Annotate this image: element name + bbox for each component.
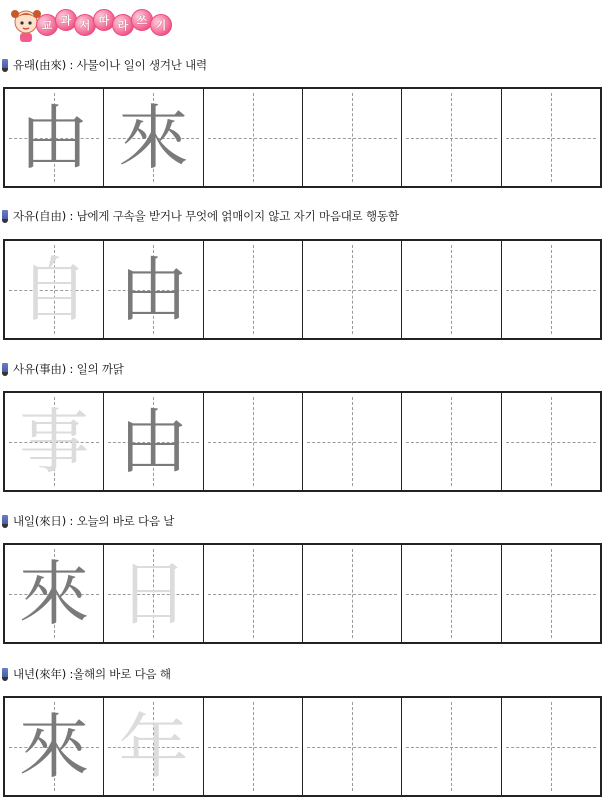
- model-character: 由: [118, 248, 189, 331]
- blank-practice-cell: [204, 545, 303, 642]
- blank-practice-cell: [502, 545, 600, 642]
- blank-practice-cell: [502, 241, 600, 338]
- model-character: 由: [19, 96, 90, 179]
- worksheet-header: [2, 2, 202, 44]
- writing-grid: [3, 87, 602, 188]
- word-definition: [2, 57, 207, 73]
- blank-practice-cell: [402, 393, 501, 490]
- practice-cell: [104, 698, 203, 795]
- blank-practice-cell: [303, 545, 402, 642]
- pencil-icon: [2, 59, 8, 72]
- blank-practice-cell: [204, 241, 303, 338]
- blank-practice-cell: [402, 545, 501, 642]
- practice-cell: [5, 698, 104, 795]
- practice-cell: [5, 545, 104, 642]
- word-definition: [2, 208, 399, 224]
- blank-practice-cell: [402, 89, 501, 186]
- blank-practice-cell: [303, 698, 402, 795]
- title-char: 쓰: [131, 9, 153, 31]
- definition-text: 내일(來日) : 오늘의 바로 다음 날: [13, 514, 175, 528]
- blank-practice-cell: [303, 393, 402, 490]
- title-char: 라: [112, 14, 134, 36]
- model-character: 由: [118, 400, 189, 483]
- word-definition: [2, 361, 124, 377]
- pencil-icon: [2, 363, 8, 376]
- pencil-icon: [2, 668, 8, 681]
- blank-practice-cell: [502, 89, 600, 186]
- blank-practice-cell: [204, 89, 303, 186]
- practice-cell: [104, 241, 203, 338]
- definition-text: 내년(來年) :올해의 바로 다음 해: [13, 667, 171, 681]
- trace-character: 日: [118, 552, 189, 635]
- title-char: 교: [36, 14, 58, 36]
- blank-practice-cell: [303, 241, 402, 338]
- word-definition: [2, 666, 171, 682]
- writing-grid: [3, 391, 602, 492]
- trace-character: 事: [19, 400, 90, 483]
- blank-practice-cell: [502, 393, 600, 490]
- model-character: 來: [19, 705, 90, 788]
- trace-character: 自: [19, 248, 90, 331]
- writing-grid: [3, 696, 602, 797]
- worksheet-title: [36, 12, 169, 34]
- definition-text: 사유(事由) : 일의 까닭: [13, 362, 124, 376]
- practice-cell: [104, 393, 203, 490]
- blank-practice-cell: [402, 698, 501, 795]
- word-definition: [2, 513, 174, 529]
- title-char: 따: [93, 9, 115, 31]
- blank-practice-cell: [303, 89, 402, 186]
- definition-text: 자유(自由) : 남에게 구속을 받거나 무엇에 얽매이지 않고 자기 마음대로 행동함: [13, 209, 399, 223]
- practice-cell: [5, 241, 104, 338]
- blank-practice-cell: [204, 393, 303, 490]
- practice-cell: [104, 545, 203, 642]
- pencil-icon: [2, 515, 8, 528]
- blank-practice-cell: [502, 698, 600, 795]
- practice-cell: [5, 393, 104, 490]
- blank-practice-cell: [402, 241, 501, 338]
- title-char: 기: [150, 14, 172, 36]
- practice-cell: [104, 89, 203, 186]
- blank-practice-cell: [204, 698, 303, 795]
- writing-grid: [3, 543, 602, 644]
- title-char: 서: [74, 14, 96, 36]
- model-character: 來: [19, 552, 90, 635]
- definition-text: 유래(由來) : 사물이나 일이 생겨난 내력: [13, 58, 207, 72]
- pencil-icon: [2, 210, 8, 223]
- writing-grid: [3, 239, 602, 340]
- practice-cell: [5, 89, 104, 186]
- model-character: 來: [118, 96, 189, 179]
- trace-character: 年: [118, 705, 189, 788]
- title-char: 과: [55, 9, 77, 31]
